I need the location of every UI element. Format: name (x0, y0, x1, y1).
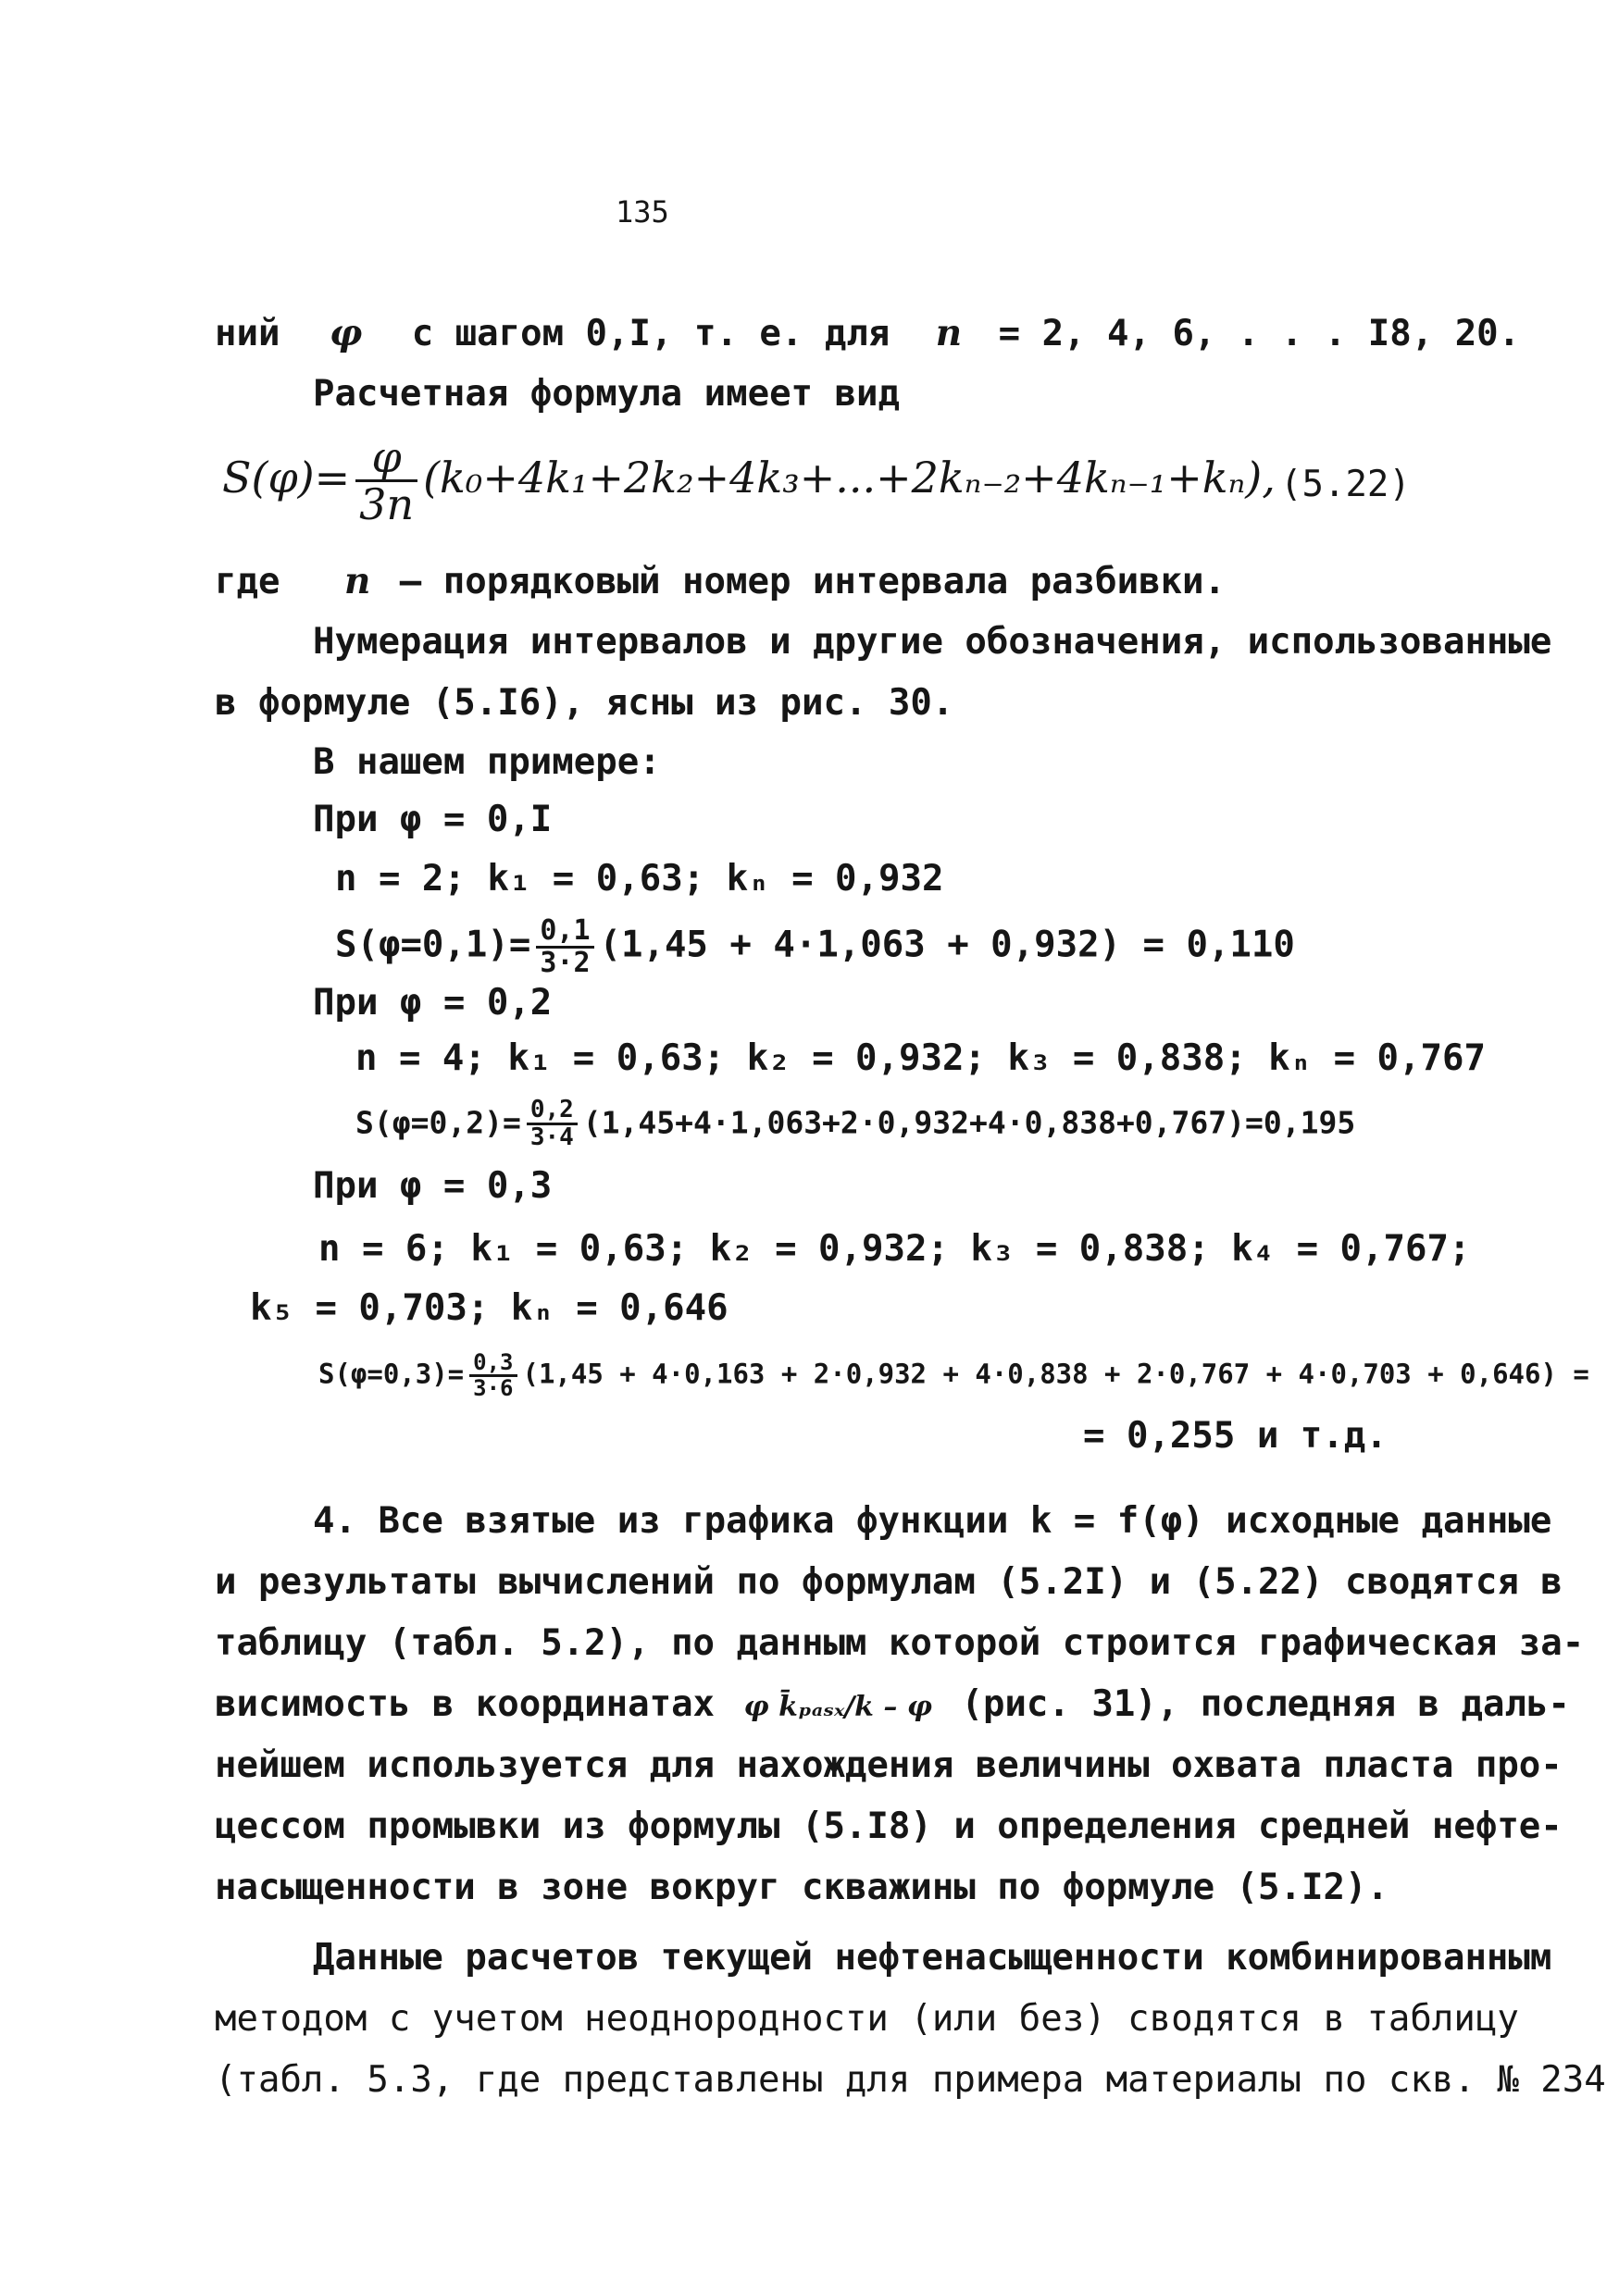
calc-phi-0-3: S(φ=0,3)= $\frac{0,3}{3\cdot 6}$ (1,45 + 4·0,163 + 2·0,932 + 4·0,838 + 2·0,767 + 4·0,703 + 0,646) = (318, 1349, 1589, 1402)
formula-fraction: $\frac{\varphi}{3n}$ (355, 435, 417, 527)
text-line-6: В нашем примере: (313, 741, 661, 783)
coordinates-formula: φ k̄ₚₐₛₓ/k – φ (743, 1691, 932, 1723)
values-line-8: n = 2; k₁ = 0,63; kₙ = 0,932 (335, 858, 944, 900)
text-line-5: в формуле (5.I6), ясны из рис. 30. (215, 682, 954, 724)
text-line-1 (215, 311, 1520, 356)
n-symbol: n (935, 312, 963, 354)
text-line-25: Данные расчетов текущей нефтенасыщенности комбинированным (313, 1937, 1552, 1979)
text-line-27: (табл. 5.3, где представлены для примера материалы по скв. № 234 (215, 2059, 1606, 2101)
equation-label: (5.22) (1280, 464, 1411, 505)
line-1-start: ний (215, 313, 280, 354)
case-phi-0-2: При φ = 0,2 (313, 982, 553, 1024)
text-line-19: и результаты вычислений по формулам (5.2I) и (5.22) сводятся в (215, 1561, 1563, 1603)
calc-phi-0-2: S(φ=0,2)= $\frac{0,2}{3\cdot 4}$ (1,45+4·1,063+2·0,932+4·0,838+0,767)=0,195 (355, 1096, 1356, 1152)
text-line-2: Расчетная формула имеет вид (313, 373, 900, 415)
values-line-15: k₅ = 0,703; kₙ = 0,646 (250, 1287, 729, 1329)
line-1-end: = 2, 4, 6, . . . I8, 20. (998, 313, 1521, 354)
text-line-22: нейшем используется для нахождения величины охвата пласта про- (215, 1744, 1563, 1786)
text-line-18: 4. Все взятые из графика функции k = f(φ) исходные данные (313, 1500, 1552, 1542)
formula-5-22 (222, 432, 1276, 530)
text-line-23: цессом промывки из формулы (5.I8) и определения средней нефте- (215, 1806, 1563, 1847)
values-line-11: n = 4; k₁ = 0,63; k₂ = 0,932; k₃ = 0,838; kₙ = 0,767 (355, 1037, 1486, 1079)
text-line-24: насыщенности в зоне вокруг скважины по формуле (5.I2). (215, 1867, 1389, 1908)
values-line-14: n = 6; k₁ = 0,63; k₂ = 0,932; k₃ = 0,838; k₄ = 0,767; (318, 1228, 1471, 1270)
case-phi-0-3: При φ = 0,3 (313, 1165, 553, 1207)
formula-rhs: (k₀+4k₁+2k₂+4k₃+...+2kₙ₋₂+4kₙ₋₁+kₙ), (423, 452, 1276, 503)
phi-symbol: φ (329, 312, 363, 354)
formula-lhs: S(φ)= (222, 452, 351, 503)
text-line-20: таблицу (табл. 5.2), по данным которой строится графическая за- (215, 1622, 1585, 1664)
page-number: 135 (616, 194, 669, 230)
calc-phi-0-1: S(φ=0,1)= $\frac{0,1}{3\cdot 2}$ (1,45 + 4·1,063 + 0,932) = 0,110 (335, 914, 1295, 979)
line-1-middle: с шагом 0,I, т. е. для (411, 313, 890, 354)
case-phi-0-1: При φ = 0,I (313, 799, 553, 840)
text-line-4: Нумерация интервалов и другие обозначения, использованные (313, 621, 1552, 663)
text-line-3: где n – порядковый номер интервала разбивки. (215, 560, 1227, 602)
calc-result: = 0,255 и т.д. (1083, 1415, 1388, 1457)
text-line-26: методом с учетом неоднородности (или без) сводятся в таблицу (215, 1998, 1519, 2040)
text-line-21: висимость в координатах φ k̄ₚₐₛₓ/k – φ (рис. 31), последняя в даль- (215, 1683, 1570, 1725)
